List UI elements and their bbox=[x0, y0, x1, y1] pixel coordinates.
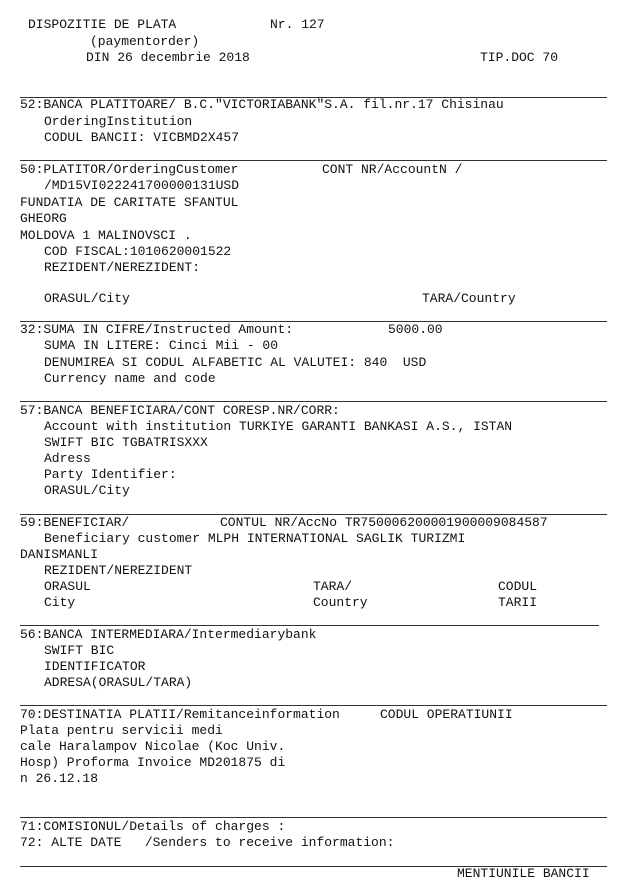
payer-name-cont: GHEORG bbox=[20, 211, 67, 226]
section-divider bbox=[20, 817, 607, 818]
remittance-text-2: cale Haralampov Nicolae (Koc Univ. bbox=[20, 739, 286, 754]
intermediary-identifier: IDENTIFICATOR bbox=[44, 659, 146, 674]
currency-label-en: Currency name and code bbox=[44, 371, 216, 386]
remittance-text-4: n 26.12.18 bbox=[20, 771, 99, 786]
document-type: TIP.DOC 70 bbox=[480, 50, 559, 65]
intermediary-swift: SWIFT BIC bbox=[44, 643, 115, 658]
document-number: Nr. 127 bbox=[270, 17, 325, 32]
ordering-customer-label: 50:PLATITOR/OrderingCustomer bbox=[20, 162, 239, 177]
bank-notes-label: MENTIUNILE BANCII bbox=[457, 866, 590, 881]
beneficiary-bank-name: Account with institution TURKIYE GARANTI BANKASI A.S., ISTAN bbox=[44, 419, 513, 434]
section-divider bbox=[20, 705, 607, 706]
beneficiary-bank-address: Adress bbox=[44, 451, 91, 466]
remittance-text-1: Plata pentru servicii medi bbox=[20, 723, 223, 738]
beneficiary-country-code-label-2: TARII bbox=[498, 595, 538, 610]
beneficiary-label: 59:BENEFICIAR/ bbox=[20, 515, 130, 530]
beneficiary-country-code-label: CODUL bbox=[498, 579, 538, 594]
intermediary-bank-label: 56:BANCA INTERMEDIARA/Intermediarybank bbox=[20, 627, 317, 642]
other-data-label: 72: ALTE DATE /Senders to receive information: bbox=[20, 835, 395, 850]
beneficiary-resident-label: REZIDENT/NEREZIDENT bbox=[44, 563, 193, 578]
section-divider bbox=[20, 625, 599, 626]
instructed-amount-label: 32:SUMA IN CIFRE/Instructed Amount: bbox=[20, 322, 294, 337]
beneficiary-country-label-en: Country bbox=[313, 595, 368, 610]
operation-code-label: CODUL OPERATIUNII bbox=[380, 707, 513, 722]
currency-line: DENUMIREA SI CODUL ALFABETIC AL VALUTEI: 840 USD bbox=[44, 355, 427, 370]
beneficiary-bank-swift: SWIFT BIC TGBATRISXXX bbox=[44, 435, 208, 450]
section-divider bbox=[20, 160, 607, 161]
beneficiary-city-label-en: City bbox=[44, 595, 76, 610]
bank-code: CODUL BANCII: VICBMD2X457 bbox=[44, 130, 240, 145]
payer-resident-label: REZIDENT/NEREZIDENT: bbox=[44, 260, 201, 275]
ordering-institution-label: OrderingInstitution bbox=[44, 114, 193, 129]
payer-account: /MD15VI022241700000131USD bbox=[44, 178, 240, 193]
charges-label: 71:COMISIONUL/Details of charges : bbox=[20, 819, 286, 834]
account-label: CONT NR/AccountN / bbox=[322, 162, 463, 177]
beneficiary-customer-cont: DANISMANLI bbox=[20, 547, 99, 562]
beneficiary-country-label: TARA/ bbox=[313, 579, 353, 594]
remittance-text-3: Hosp) Proforma Invoice MD201875 di bbox=[20, 755, 286, 770]
document-date: DIN 26 decembrie 2018 bbox=[86, 50, 250, 65]
payer-country-label: TARA/Country bbox=[422, 291, 516, 306]
beneficiary-account: CONTUL NR/AccNo TR750006200001900009084587 bbox=[220, 515, 548, 530]
document-title: DISPOZITIE DE PLATA bbox=[28, 17, 177, 32]
beneficiary-customer: Beneficiary customer MLPH INTERNATIONAL SAGLIK TURIZMI bbox=[44, 531, 466, 546]
beneficiary-bank-label: 57:BANCA BENEFICIARA/CONT CORESP.NR/CORR: bbox=[20, 403, 340, 418]
payer-fiscal-code: COD FISCAL:1010620001522 bbox=[44, 244, 232, 259]
document-subtitle: (paymentorder) bbox=[90, 34, 200, 49]
payer-address: MOLDOVA 1 MALINOVSCI . bbox=[20, 228, 192, 243]
remittance-label: 70:DESTINATIA PLATII/Remitanceinformation bbox=[20, 707, 340, 722]
payer-name: FUNDATIA DE CARITATE SFANTUL bbox=[20, 195, 239, 210]
section-divider bbox=[20, 401, 607, 402]
beneficiary-bank-city: ORASUL/City bbox=[44, 483, 130, 498]
payer-city-label: ORASUL/City bbox=[44, 291, 130, 306]
amount-in-words: SUMA IN LITERE: Cinci Mii - 00 bbox=[44, 338, 279, 353]
party-identifier: Party Identifier: bbox=[44, 467, 177, 482]
ordering-bank-line: 52:BANCA PLATITOARE/ B.C."VICTORIABANK"S.A. fil.nr.17 Chisinau bbox=[20, 97, 504, 112]
instructed-amount: 5000.00 bbox=[388, 322, 443, 337]
intermediary-address: ADRESA(ORASUL/TARA) bbox=[44, 675, 193, 690]
beneficiary-city-label: ORASUL bbox=[44, 579, 91, 594]
